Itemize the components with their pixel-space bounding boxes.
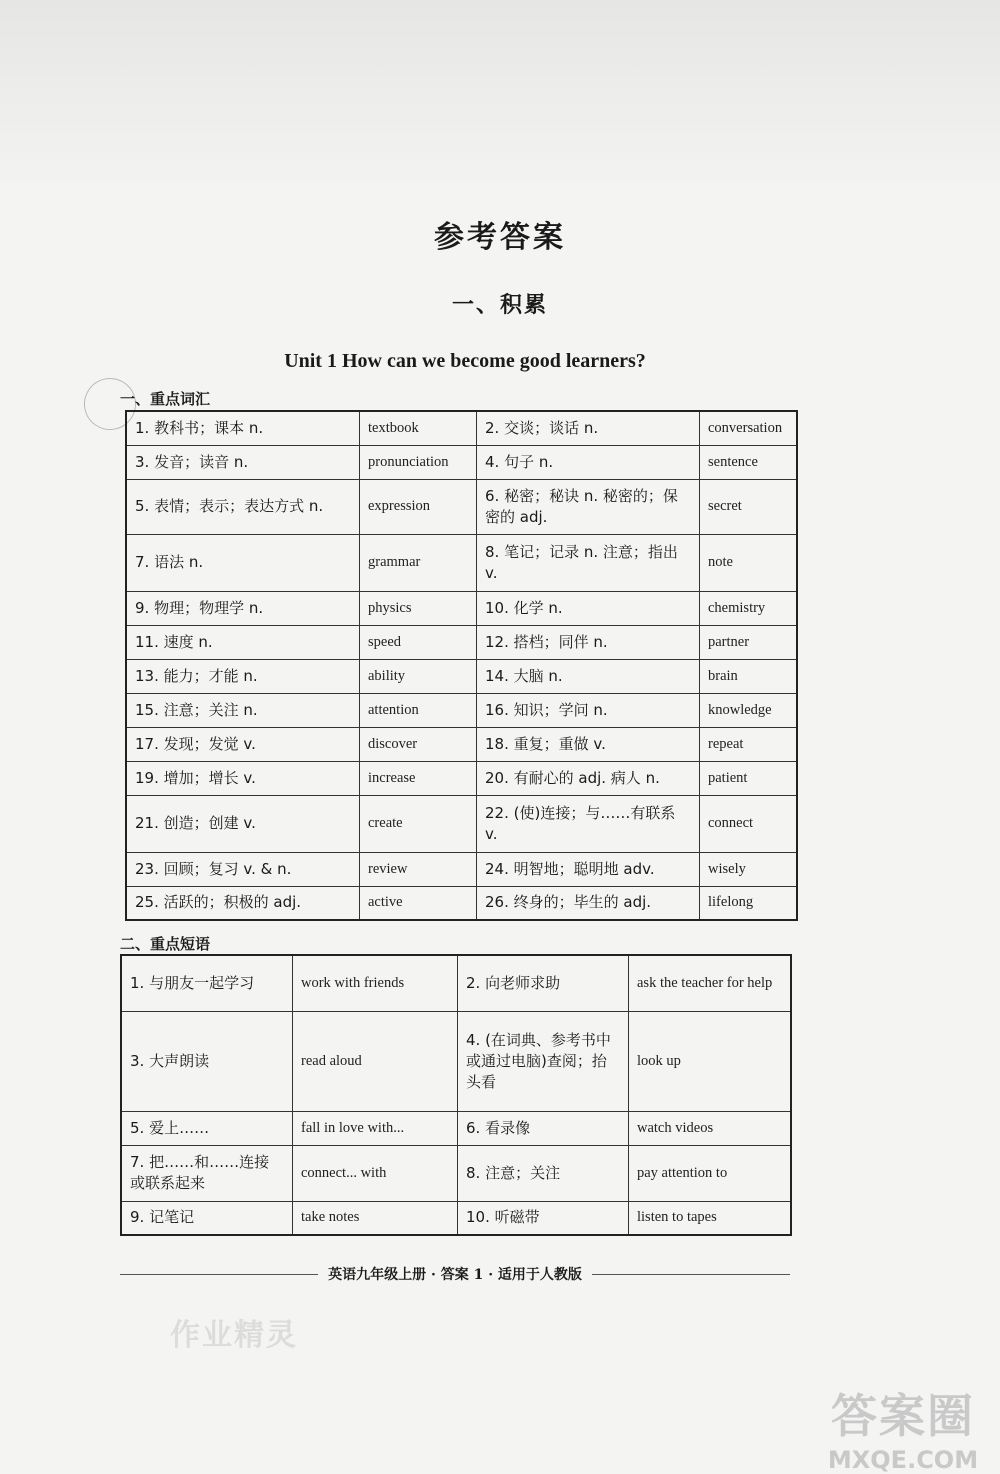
english-cell: patient (700, 761, 798, 795)
watermark-line1: 答案圈 (831, 1389, 975, 1443)
chinese-cell: 1. 与朋友一起学习 (121, 955, 293, 1011)
watermark-line2: MXQE.COM (827, 1446, 979, 1474)
chinese-cell: 1. 教科书；课本 n. (126, 411, 360, 445)
phrases-heading: 二、重点短语 (120, 935, 211, 953)
english-cell: discover (360, 727, 477, 761)
chinese-cell: 6. 秘密；秘诀 n. 秘密的；保密的 adj. (477, 479, 700, 534)
table-row (126, 534, 797, 591)
table-row (126, 761, 797, 795)
footer-text: 英语九年级上册 · 答案 1 · 适用于人教版 (328, 1267, 582, 1283)
chinese-cell: 2. 向老师求助 (458, 955, 629, 1011)
chinese-cell: 10. 听磁带 (458, 1201, 629, 1235)
english-cell: speed (360, 625, 477, 659)
chinese-cell: 7. 把……和……连接或联系起来 (121, 1145, 293, 1201)
table-row (126, 727, 797, 761)
english-cell: pay attention to (629, 1145, 792, 1201)
chinese-cell: 11. 速度 n. (126, 625, 360, 659)
english-cell: brain (700, 659, 798, 693)
table-row (126, 625, 797, 659)
english-cell: increase (360, 761, 477, 795)
scan-background (0, 0, 1000, 200)
english-cell: listen to tapes (629, 1201, 792, 1235)
chinese-cell: 23. 回顾；复习 v. & n. (126, 852, 360, 886)
table-row (121, 1145, 791, 1201)
english-cell: knowledge (700, 693, 798, 727)
chinese-cell: 17. 发现；发觉 v. (126, 727, 360, 761)
english-cell: work with friends (293, 955, 458, 1011)
english-cell: ask the teacher for help (629, 955, 792, 1011)
chinese-cell: 6. 看录像 (458, 1111, 629, 1145)
chinese-cell: 15. 注意；关注 n. (126, 693, 360, 727)
chinese-cell: 24. 明智地；聪明地 adv. (477, 852, 700, 886)
chinese-cell: 26. 终身的；毕生的 adj. (477, 886, 700, 920)
table-row (126, 591, 797, 625)
chinese-cell: 8. 注意；关注 (458, 1145, 629, 1201)
chinese-cell: 18. 重复；重做 v. (477, 727, 700, 761)
chinese-cell: 16. 知识；学问 n. (477, 693, 700, 727)
chinese-cell: 19. 增加；增长 v. (126, 761, 360, 795)
chinese-cell: 20. 有耐心的 adj. 病人 n. (477, 761, 700, 795)
table-row (121, 1201, 791, 1235)
table-row (126, 852, 797, 886)
english-cell: grammar (360, 534, 477, 591)
phrases-table (120, 954, 792, 1236)
english-cell: partner (700, 625, 798, 659)
chinese-cell: 7. 语法 n. (126, 534, 360, 591)
english-cell: physics (360, 591, 477, 625)
table-row (126, 795, 797, 852)
english-cell: expression (360, 479, 477, 534)
english-cell: chemistry (700, 591, 798, 625)
english-cell: connect... with (293, 1145, 458, 1201)
english-cell: review (360, 852, 477, 886)
english-cell: conversation (700, 411, 798, 445)
chinese-cell: 8. 笔记；记录 n. 注意；指出 v. (477, 534, 700, 591)
footer-rule-left (120, 1274, 318, 1275)
table-row (126, 479, 797, 534)
english-cell: note (700, 534, 798, 591)
english-cell: wisely (700, 852, 798, 886)
chinese-cell: 14. 大脑 n. (477, 659, 700, 693)
section-title: 一、积累 (451, 292, 548, 318)
table-row (126, 411, 797, 445)
chinese-cell: 12. 搭档；同伴 n. (477, 625, 700, 659)
unit-title: Unit 1 How can we become good learners? (284, 350, 646, 372)
watermark-logo (808, 1380, 998, 1474)
chinese-cell: 4. (在词典、参考书中或通过电脑)查阅；抬头看 (458, 1011, 629, 1111)
chinese-cell: 2. 交谈；谈话 n. (477, 411, 700, 445)
english-cell: active (360, 886, 477, 920)
chinese-cell: 5. 爱上…… (121, 1111, 293, 1145)
page-title: 参考答案 (434, 220, 566, 255)
chinese-cell: 9. 记笔记 (121, 1201, 293, 1235)
chinese-cell: 13. 能力；才能 n. (126, 659, 360, 693)
table-row (126, 659, 797, 693)
english-cell: take notes (293, 1201, 458, 1235)
english-cell: sentence (700, 445, 798, 479)
chinese-cell: 25. 活跃的；积极的 adj. (126, 886, 360, 920)
english-cell: textbook (360, 411, 477, 445)
chinese-cell: 4. 句子 n. (477, 445, 700, 479)
table-row (126, 445, 797, 479)
english-cell: pronunciation (360, 445, 477, 479)
english-cell: secret (700, 479, 798, 534)
english-cell: read aloud (293, 1011, 458, 1111)
table-row (126, 886, 797, 920)
chinese-cell: 9. 物理；物理学 n. (126, 591, 360, 625)
english-cell: lifelong (700, 886, 798, 920)
chinese-cell: 21. 创造；创建 v. (126, 795, 360, 852)
footer-rule-right (592, 1274, 790, 1275)
chinese-cell: 3. 大声朗读 (121, 1011, 293, 1111)
vocab-heading: 一、重点词汇 (120, 390, 211, 408)
faint-bleed-text: 作业精灵 (170, 1318, 298, 1353)
chinese-cell: 10. 化学 n. (477, 591, 700, 625)
table-row (126, 693, 797, 727)
vocab-table (125, 410, 798, 921)
table-row (121, 1111, 791, 1145)
english-cell: repeat (700, 727, 798, 761)
english-cell: connect (700, 795, 798, 852)
english-cell: attention (360, 693, 477, 727)
chinese-cell: 22. (使)连接；与……有联系 v. (477, 795, 700, 852)
english-cell: watch videos (629, 1111, 792, 1145)
table-row (121, 955, 791, 1011)
table-row (121, 1011, 791, 1111)
english-cell: look up (629, 1011, 792, 1111)
english-cell: create (360, 795, 477, 852)
page-footer (120, 1262, 790, 1286)
chinese-cell: 5. 表情；表示；表达方式 n. (126, 479, 360, 534)
english-cell: ability (360, 659, 477, 693)
english-cell: fall in love with... (293, 1111, 458, 1145)
chinese-cell: 3. 发音；读音 n. (126, 445, 360, 479)
